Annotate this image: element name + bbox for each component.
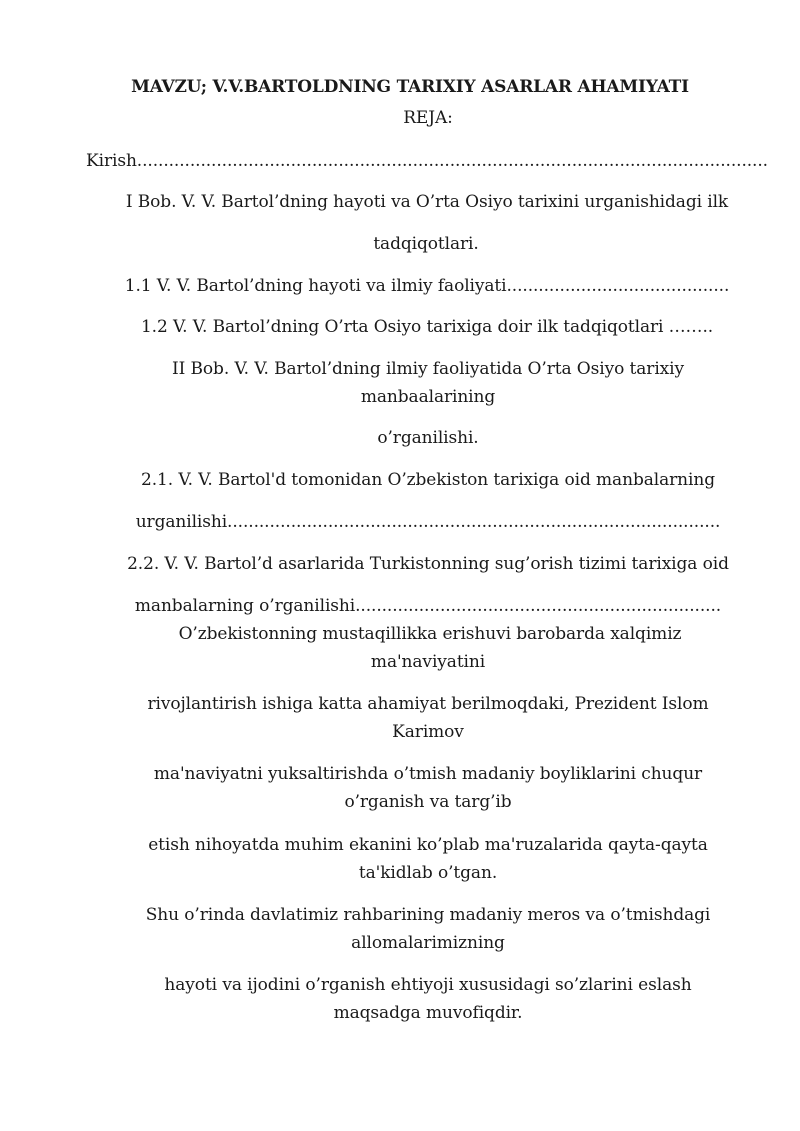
plan-item-1-1: 1.1 V. V. Bartol’dning hayoti va ilmiy faoliyati..........................................	[124, 276, 730, 296]
plan-item-chapter1: I Bob. V. V. Bartol’dning hayoti va O’rta Osiyo tarixini urganishidagi ilk	[125, 192, 729, 212]
body-line: O’zbekistonning mustaqillikka erishuvi barobarda xalqimiz	[178, 624, 682, 644]
body-line: Shu o’rinda davlatimiz rahbarining madaniy meros va o’tmishdagi	[145, 905, 711, 925]
plan-item-chapter2: II Bob. V. V. Bartol’dning ilmiy faoliyatida O’rta Osiyo tarixiy	[172, 359, 684, 379]
document-title: MAVZU; V.V.BARTOLDNING TARIXIY ASARLAR AHAMIYATI	[131, 77, 689, 97]
plan-item-2-1: 2.1. V. V. Bartol'd tomonidan O’zbekiston tarixiga oid manbalarning	[141, 470, 715, 490]
body-line: Karimov	[392, 722, 464, 742]
plan-item-2-2: 2.2. V. V. Bartol’d asarlarida Turkistonning sug’orish tizimi tarixiga oid	[127, 554, 729, 574]
plan-item-2-2-cont: manbalarning o’rganilishi.....................................................................	[134, 596, 722, 616]
plan-item-chapter1-cont: tadqiqotlari.	[373, 234, 479, 254]
plan-item-intro: Kirish.......................................................................................................................	[86, 151, 768, 171]
plan-item-chapter2-end: o’rganilishi.	[377, 428, 479, 448]
body-line: etish nihoyatda muhim ekanini ko’plab ma'ruzalarida qayta-qayta	[148, 835, 708, 855]
body-line: hayoti va ijodini o’rganish ehtiyoji xususidagi so’zlarini eslash	[164, 975, 692, 995]
reja-heading: REJA:	[403, 108, 453, 128]
body-line: ma'naviyatni yuksaltirishda o’tmish madaniy boyliklarini chuqur	[153, 764, 703, 784]
body-line: o’rganish va targ’ib	[344, 792, 512, 812]
body-line: rivojlantirish ishiga katta ahamiyat berilmoqdaki, Prezident Islom	[147, 694, 709, 714]
body-line: allomalarimizning	[351, 933, 505, 953]
plan-item-1-2: 1.2 V. V. Bartol’dning O’rta Osiyo tarixiga doir ilk tadqiqotlari ……..	[140, 317, 714, 337]
plan-item-2-1-cont: urganilishi.............................................................................................	[135, 512, 721, 532]
plan-item-chapter2-cont: manbaalarining	[360, 387, 496, 407]
body-line: maqsadga muvofiqdir.	[333, 1003, 523, 1023]
body-line: ta'kidlab o’tgan.	[358, 863, 498, 883]
body-line: ma'naviyatini	[370, 652, 486, 672]
